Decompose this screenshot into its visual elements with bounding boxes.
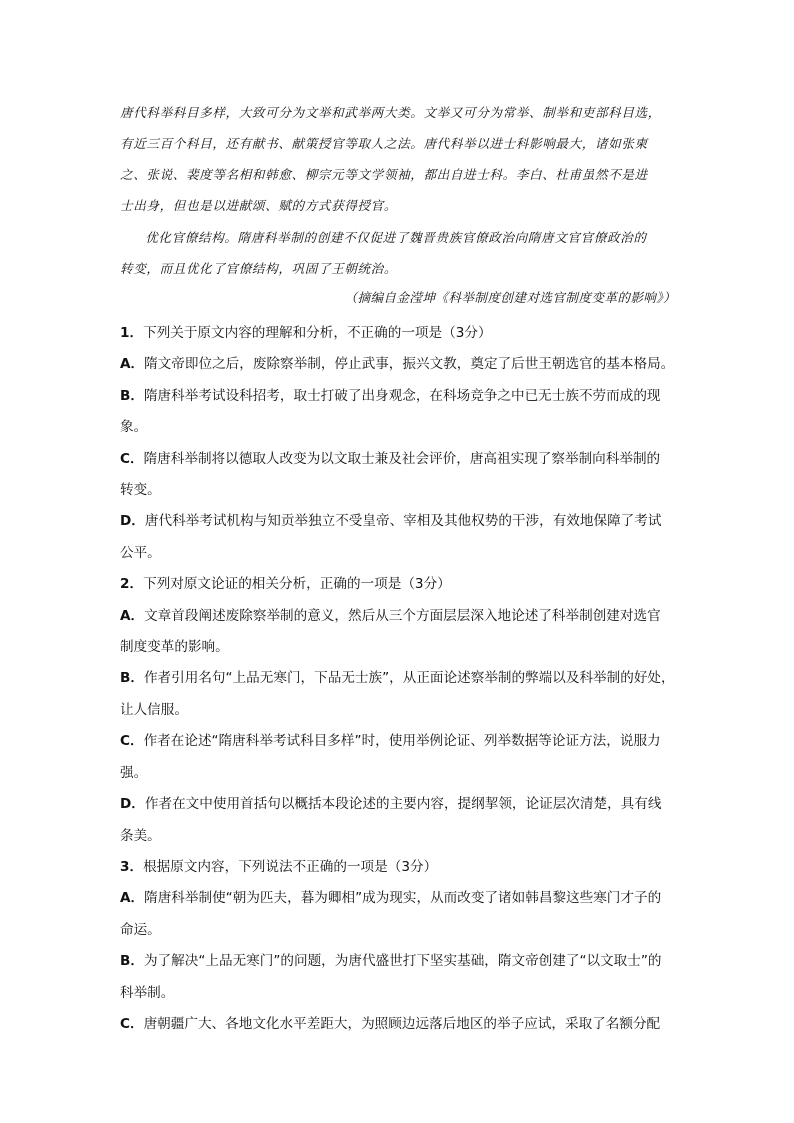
option-c: C．作者在论述“隋唐科举考试科目多样”时，使用举例论证、列举数据等论证方法，说服力: [120, 733, 661, 750]
option-b: B．隋唐科举考试设科招考，取士打破了出身观念，在科场竞争之中已无士族不劳而成的现: [120, 387, 661, 404]
passage-line: 之、张说、裴度等名相和韩愈、柳宗元等文学领袖，都出自进士科。李白、杜甫虽然不是进: [120, 167, 648, 182]
option-continuation: 公平。: [120, 544, 161, 561]
option-continuation: 强。: [120, 764, 148, 781]
questions-section: [120, 318, 678, 1040]
option-c: C．隋唐科举制将以德取人改变为以文取士兼及社会评价，唐高祖实现了察举制向科举制的: [120, 450, 661, 467]
passage-line: 转变，而且优化了官僚结构，巩固了王朝统治。: [120, 261, 398, 276]
question-stem: 3．根据原文内容，下列说法不正确的一项是（3分）: [120, 858, 438, 875]
question-stem: 1．下列关于原文内容的理解和分析，不正确的一项是（3分）: [120, 325, 492, 341]
option-a: A．文章首段阐述废除察举制的意义，然后从三个方面层层深入地论述了科举制创建对选官: [120, 607, 661, 624]
passage-line: 优化官僚结构。隋唐科举制的创建不仅促进了魏晋贵族官僚政治向隋唐文官官僚政治的: [145, 230, 647, 245]
passage-line: 士出身，但也是以进献颂、赋的方式获得授官。: [120, 198, 398, 213]
option-continuation: 制度变革的影响。: [120, 639, 229, 656]
option-c: C．唐朝疆广大、各地文化水平差距大，为照顾边远落后地区的举子应试，采取了名额分配: [120, 1015, 661, 1032]
option-continuation: 转变。: [120, 482, 161, 499]
option-d: D．作者在文中使用首括句以概括本段论述的主要内容，提纲挈领，论证层次清楚，具有线: [120, 796, 662, 813]
passage-line: 唐代科举科目多样，大致可分为文举和武举两大类。文举又可分为常举、制举和吏部科目选，: [120, 105, 661, 120]
passage-paragraph-1: [120, 97, 676, 221]
option-b: B．为了解决“上品无寒门”的问题，为唐代盛世打下坚实基础，隋文帝创建了“以文取士”的: [120, 953, 662, 970]
passage-line: 有近三百个科目，还有献书、献策授官等取人之法。唐代科举以进士科影响最大，诸如张柬: [120, 136, 648, 151]
source-citation: （摘编自金滢坤《科举制度创建对选官制度变革的影响》）: [344, 290, 676, 305]
passage-paragraph-2: [120, 222, 676, 284]
option-a: A．隋文帝即位之后，废除察举制，停止武事，振兴文教，奠定了后世王朝选官的基本格局。: [120, 356, 675, 373]
option-continuation: 科举制。: [120, 984, 175, 1001]
option-continuation: 让人信服。: [120, 701, 188, 718]
option-d: D．唐代科举考试机构与知贡举独立不受皇帝、宰相及其他权势的干涉，有效地保障了考试: [120, 513, 662, 530]
option-continuation: 条美。: [120, 827, 161, 844]
question-stem: 2．下列对原文论证的相关分析，正确的一项是（3分）: [120, 576, 451, 593]
option-a: A．隋唐科举制使“朝为匹夫，暮为卿相”成为现实，从而改变了诸如韩昌黎这些寒门才子的: [120, 890, 662, 907]
option-continuation: 命运。: [120, 921, 161, 938]
option-continuation: 象。: [120, 419, 148, 436]
option-b: B．作者引用名句“上品无寒门，下品无士族”，从正面论述察举制的弊端以及科举制的好处，: [120, 670, 675, 687]
